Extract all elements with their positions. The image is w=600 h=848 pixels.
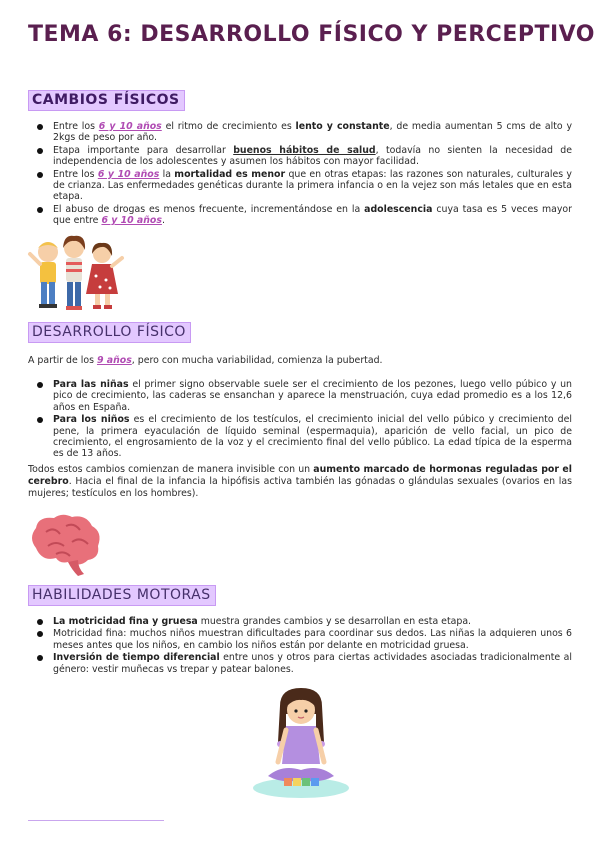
list-item: Etapa importante para desarrollar buenos hábitos de salud, todavía no sienten la necesidad de independencia de los adolescentes y asumen los hábitos con mayor facilidad.: [28, 145, 572, 168]
desarrollo-intro: A partir de los 9 años, pero con mucha variabilidad, comienza la pubertad.: [28, 355, 383, 366]
list-item: Para los niños es el crecimiento de los testículos, el crecimiento inicial del vello púbico y crecimiento del pene, la primera eyaculación de líquido seminal (espermaquia), aparición de vello facial, un pico de crecimiento, el engrosamiento de la voz y el crecimiento final del vello público. La edad típica de la esperma es de 13 años.: [28, 414, 572, 460]
desarrollo-list: [28, 379, 572, 461]
list-item: Entre los 6 y 10 años el ritmo de crecimiento es lento y constante, de media aumentan 5 cms de alto y 2kgs de peso por año.: [28, 121, 572, 144]
list-item: La motricidad fina y gruesa muestra grandes cambios y se desarrollan en esta etapa.: [28, 616, 572, 627]
kids-playing-illustration: [26, 232, 126, 314]
list-item: Entre los 6 y 10 años la mortalidad es menor que en otras etapas: las razones son naturales, culturales y de crianza. Las enfermedades genéticas durante la primera infancia o en la vejez son más letales que en esta etapa.: [28, 169, 572, 203]
list-item: El abuso de drogas es menos frecuente, incrementándose en la adolescencia cuya tasa es 5 veces mayor que entre 6 y 10 años.: [28, 204, 572, 227]
section-heading-desarrollo-fisico: DESARROLLO FÍSICO: [28, 322, 191, 343]
desarrollo-closing: Todos estos cambios comienzan de manera invisible con un aumento marcado de hormonas reguladas por el cerebro. Hacia el final de la infancia la hipófisis activa también las gónadas o glándulas sexuales (ovarios en las mujeres; testículos en los hombres).: [28, 464, 572, 499]
motoras-list: [28, 616, 572, 676]
list-item: Inversión de tiempo diferencial entre unos y otros para ciertas actividades asociadas tradicionalmente al género: vestir muñecas vs trepar y patear balones.: [28, 652, 572, 675]
footer-divider: [28, 820, 164, 821]
page-title: TEMA 6: DESARROLLO FÍSICO Y PERCEPTIVO: [28, 22, 596, 47]
section-heading-cambios-fisicos: CAMBIOS FÍSICOS: [28, 90, 185, 111]
section-heading-habilidades-motoras: HABILIDADES MOTORAS: [28, 585, 216, 606]
brain-illustration: [26, 512, 104, 578]
list-item: Motricidad fina: muchos niños muestran dificultades para coordinar sus dedos. Las niñas la adquieren unos 6 meses antes que los niños, en cambio los niños están por delante en motricidad gruesa.: [28, 628, 572, 651]
cambios-list: [28, 121, 572, 228]
girl-playing-blocks-illustration: [250, 684, 352, 802]
list-item: Para las niñas el primer signo observable suele ser el crecimiento de los pezones, luego vello púbico y un pico de crecimiento, las caderas se ensanchan y aparece la menstruación, cuya edad promedio es a los 12,6 años en España.: [28, 379, 572, 413]
